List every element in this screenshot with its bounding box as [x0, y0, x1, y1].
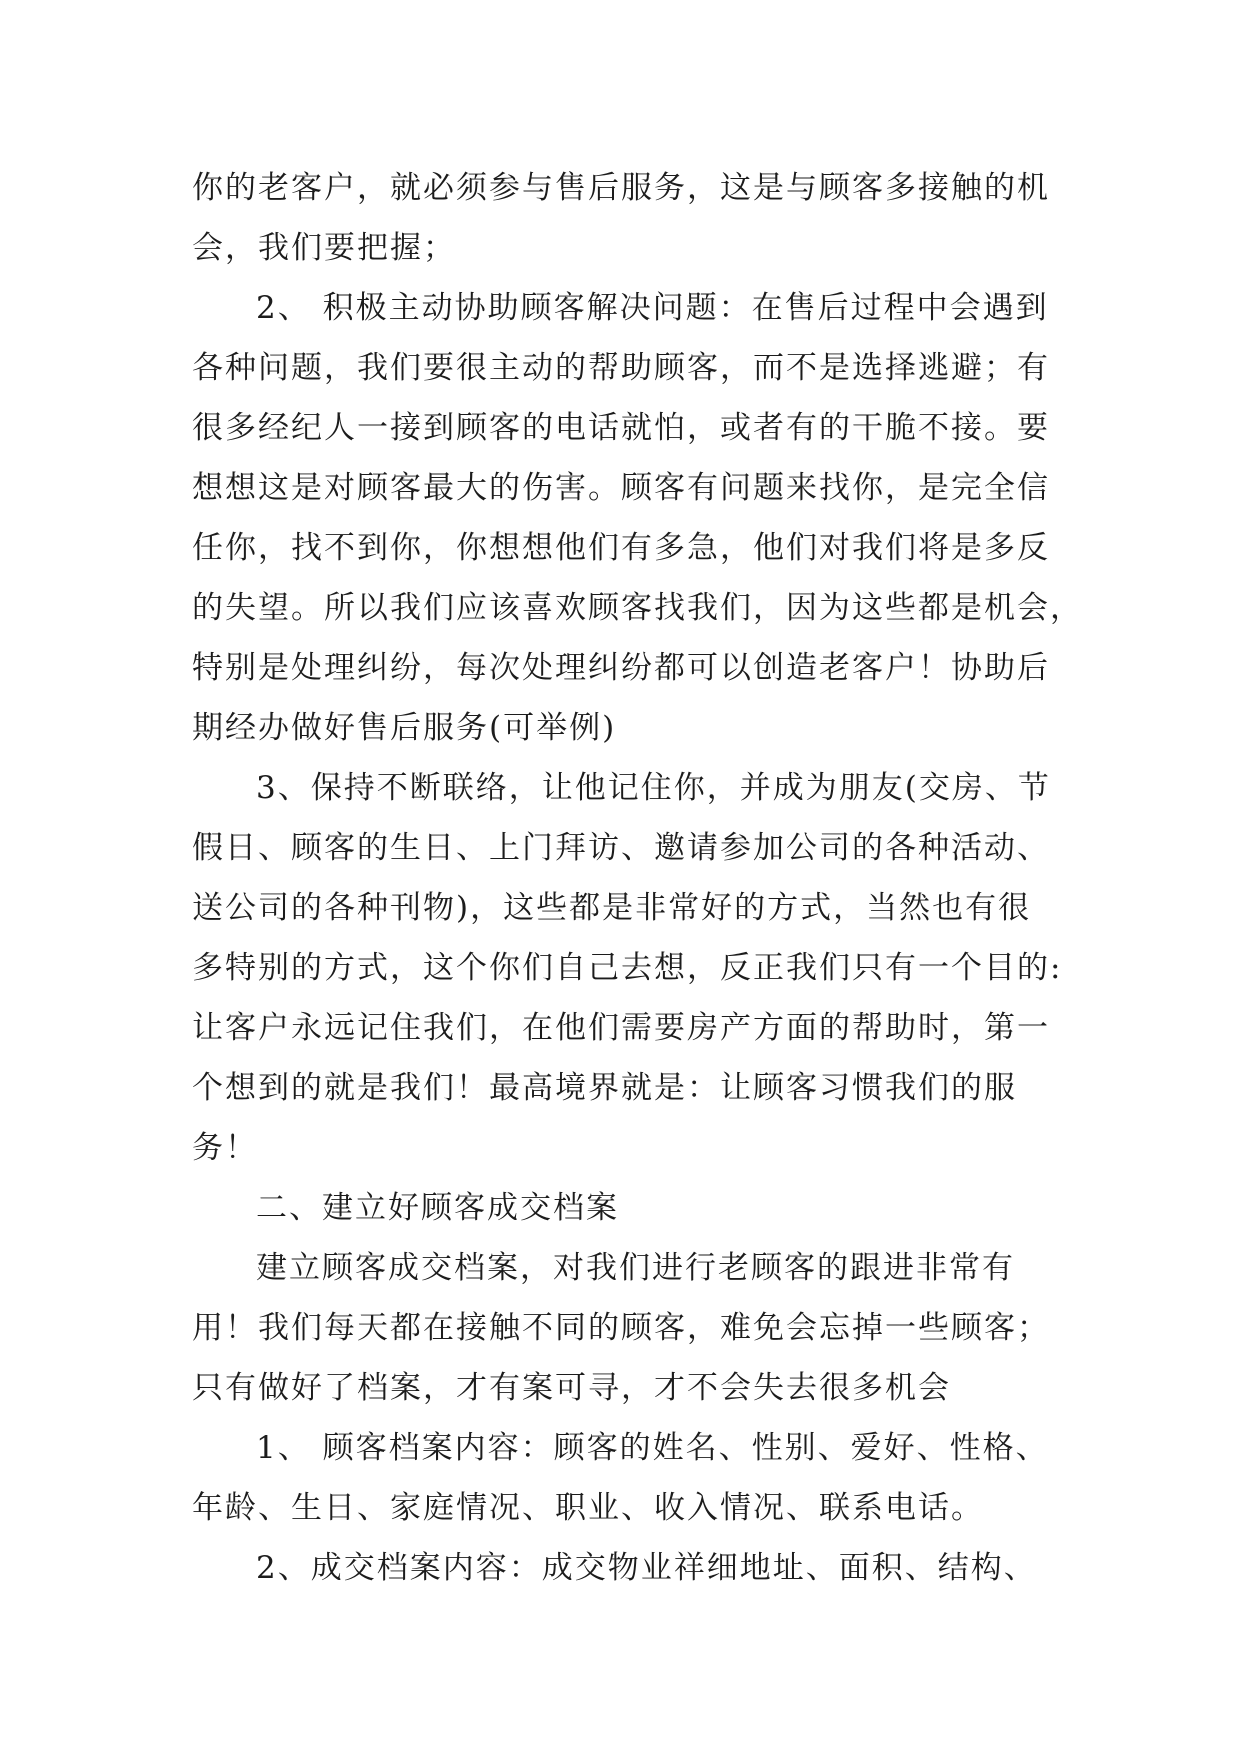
text-line-7: 任你，找不到你，你想想他们有多急，他们对我们将是多反 — [192, 530, 1050, 566]
text-line-9: 特别是处理纠纷，每次处理纠纷都可以创造老客户！协助后 — [192, 650, 1050, 686]
text-line-4: 各种问题，我们要很主动的帮助顾客，而不是选择逃避；有 — [192, 350, 1050, 386]
text-line-11: 3、保持不断联络，让他记住你，并成为朋友(交房、节 — [256, 770, 1051, 806]
section-heading: 二、建立好顾客成交档案 — [256, 1190, 619, 1226]
text-line-6: 想想这是对顾客最大的伤害。顾客有问题来找你，是完全信 — [192, 470, 1050, 506]
text-line-10: 期经办做好售后服务(可举例) — [192, 710, 617, 746]
text-line-8: 的失望。所以我们应该喜欢顾客找我们，因为这些都是机会， — [192, 590, 1083, 626]
text-line-1: 你的老客户，就必须参与售后服务，这是与顾客多接触的机 — [192, 170, 1050, 206]
text-line-14: 多特别的方式，这个你们自己去想，反正我们只有一个目的: — [192, 950, 1063, 986]
text-line-21: 只有做好了档案，才有案可寻，才不会失去很多机会 — [192, 1370, 951, 1406]
text-line-16: 个想到的就是我们！最高境界就是：让顾客习惯我们的服 — [192, 1070, 1017, 1106]
text-line-15: 让客户永远记住我们，在他们需要房产方面的帮助时，第一 — [192, 1010, 1050, 1046]
text-line-24: 2、成交档案内容：成交物业祥细地址、面积、结构、 — [256, 1550, 1037, 1586]
text-line-3: 2、 积极主动协助顾客解决问题：在售后过程中会遇到 — [256, 290, 1049, 326]
text-line-23: 年龄、生日、家庭情况、职业、收入情况、联系电话。 — [192, 1490, 984, 1526]
text-line-13: 送公司的各种刊物)，这些都是非常好的方式，当然也有很 — [192, 890, 1032, 926]
text-line-22: 1、 顾客档案内容：顾客的姓名、性别、爱好、性格、 — [256, 1430, 1049, 1466]
text-line-5: 很多经纪人一接到顾客的电话就怕，或者有的干脆不接。要 — [192, 410, 1050, 446]
text-line-19: 建立顾客成交档案，对我们进行老顾客的跟进非常有 — [256, 1250, 1015, 1286]
text-line-12: 假日、顾客的生日、上门拜访、邀请参加公司的各种活动、 — [192, 830, 1050, 866]
document-body — [192, 158, 1083, 1598]
text-line-2: 会，我们要把握； — [192, 230, 456, 266]
text-line-17: 务！ — [192, 1130, 258, 1166]
text-line-20: 用！我们每天都在接触不同的顾客，难免会忘掉一些顾客； — [192, 1310, 1050, 1346]
